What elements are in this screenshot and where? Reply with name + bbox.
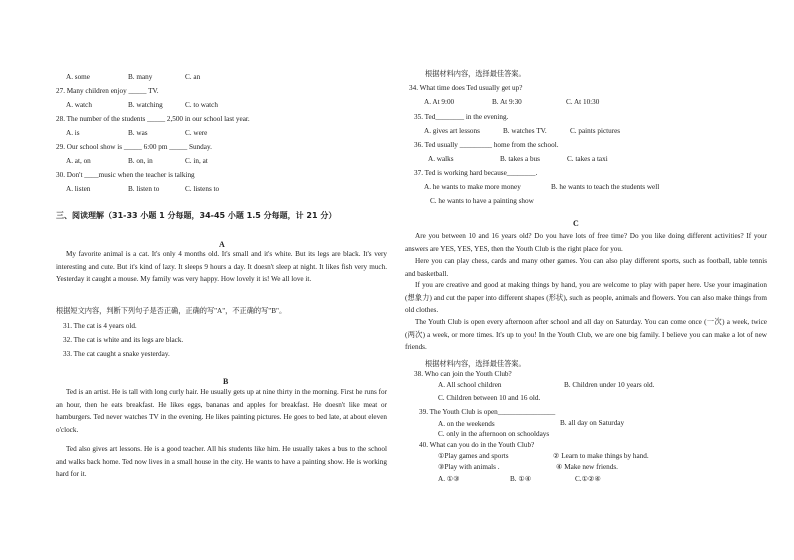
q35-stem: 35. Ted________ in the evening. [414, 113, 509, 121]
q36-option-c: C. takes a taxi [567, 155, 608, 163]
q26-option-c: C. an [185, 73, 201, 81]
q34-stem: 34. What time does Ted usually get up? [409, 84, 523, 92]
passage-b-para2: Ted also gives art lessons. He is a good teacher. All his students like him. He usually takes a bus to the school and walks back home. Ted now lives in a small house in the city. He wants to have a painting show. He is working hard for it. [56, 445, 387, 479]
q36-option-b: B. takes a bus [500, 155, 540, 163]
q36-option-a: A. walks [428, 155, 454, 163]
q28-option-b: B. was [128, 129, 148, 137]
q38-option-c: C. Children between 10 and 16 old. [438, 394, 541, 402]
q37-option-b: B. he wants to teach the students well [551, 183, 660, 191]
q38-option-b: B. Children under 10 years old. [564, 381, 655, 389]
q35-option-a: A. gives art lessons [424, 127, 480, 135]
q32: 32. The cat is white and its legs are black. [63, 336, 184, 344]
q40-item-3: ③Play with animals . [438, 463, 500, 471]
q34-option-a: A. At 9:00 [424, 98, 455, 106]
q28-option-c: C. were [185, 129, 208, 137]
q40-stem: 40. What can you do in the Youth Club? [419, 441, 535, 449]
q29-stem: 29. Our school show is _____ 6:00 pm _____ Sunday. [56, 143, 212, 151]
passage-c-para3: If you are creative and good at making things by hand, you are welcome to play with paper here. Use your imagination (想象力) and cut the paper into different shapes (形状), such as people, animals and flowers. You can also make things from old clothes. [405, 281, 767, 315]
q34-option-c: C. At 10:30 [566, 98, 600, 106]
q40-item-4: ④ Make new friends. [556, 463, 618, 471]
passage-a-title: A [219, 240, 225, 249]
q40-option-c: C.①②④ [575, 475, 601, 483]
q39-option-c: C. only in the afternoon on schooldays [438, 430, 550, 438]
q34-option-b: B. At 9:30 [492, 98, 522, 106]
q40-option-b: B. ①④ [510, 475, 532, 483]
q38-option-a: A. All school children [438, 381, 502, 389]
q37-option-c: C. he wants to have a painting show [430, 197, 534, 205]
q33: 33. The cat caught a snake yesterday. [63, 350, 170, 358]
q29-option-a: A. at, on [66, 157, 91, 165]
passage-c-para4: The Youth Club is open every afternoon after school and all day on Saturday. You can come once (一次) a week, twice (两次) a week, or more times. It's up to you! In the Youth Club, we are one big family. I believe you can make a lot of new friends. [405, 318, 767, 352]
q28-option-a: A. is [66, 129, 80, 137]
q36-stem: 36. Ted usually _________ home from the school. [414, 141, 559, 149]
passage-c-para1: Are you between 10 and 16 years old? Do you have lots of free time? Do you like doing different activities? If your answers are YES, YES, YES, then the Youth Club is the right place for you. [405, 232, 767, 253]
q30-option-a: A. listen [66, 185, 91, 193]
q39-stem: 39. The Youth Club is open________________ [419, 408, 556, 416]
passage-c-para2: Here you can play chess, cards and many other games. You can also play different sports, such as football, table tennis and basketball. [405, 257, 767, 278]
passage-b-para1: Ted is an artist. He is tall with long curly hair. He usually gets up at nine thirty in the morning. First he runs for an hour, then he eats breakfast. He likes eggs, bananas and apples for breakfast. He doesn't like meat or hamburgers. Ted never watches TV in the evening. He likes painting pictures. He goes to bed late, at about eleven o'clock. [56, 388, 387, 434]
q29-option-c: C. in, at [185, 157, 208, 165]
q30-option-b: B. listen to [128, 185, 160, 193]
q27-stem: 27. Many children enjoy _____ TV. [56, 87, 159, 95]
q27-option-c: C. to watch [185, 101, 218, 109]
q27-option-a: A. watch [66, 101, 92, 109]
q28-stem: 28. The number of the students _____ 2,500 in our school last year. [56, 115, 250, 123]
passage-c-title: C [573, 219, 579, 228]
q38-stem: 38. Who can join the Youth Club? [414, 370, 512, 378]
q37-stem: 37. Ted is working hard because________. [414, 169, 538, 177]
passage-a-instruction: 根据短文内容，判断下列句子是否正确，正确的写"A"，不正确的写"B"。 [56, 307, 287, 315]
q40-option-a: A. ①③ [438, 475, 460, 483]
passage-a-text: My favorite animal is a cat. It's only 4 months old. It's small and it's white. But its legs are black. It's very interesting and cute. But it's kind of lazy. It sleeps 9 hours a day. It doesn't sleep at night. It likes fish very much. Yesterday it caught a mouse. My family was very happy. How lovely it is! We all love it. [56, 250, 387, 284]
passage-b-title: B [223, 377, 229, 386]
q30-stem: 30. Don't ____music when the teacher is talking [56, 171, 195, 179]
q26-option-b: B. many [128, 73, 153, 81]
reading-section-heading: 三、阅读理解（31-33 小题 1 分每题，34-45 小题 1.5 分每题，计 21 分） [56, 211, 337, 220]
q39-option-a: A. on the weekends [438, 420, 495, 428]
q35-option-b: B. watches TV. [503, 127, 547, 135]
instruction-passage-c: 根据材料内容，选择最佳答案。 [425, 360, 526, 368]
q40-item-1: ①Play games and sports [438, 452, 509, 460]
q26-option-a: A. some [66, 73, 90, 81]
q31: 31. The cat is 4 years old. [63, 322, 137, 330]
q39-option-b: B. all day on Saturday [560, 419, 625, 427]
q37-option-a: A. he wants to make more money [424, 183, 521, 191]
q40-item-2: ② Learn to make things by hand. [553, 452, 649, 460]
q35-option-c: C. paints pictures [570, 127, 621, 135]
q27-option-b: B. watching [128, 101, 163, 109]
q29-option-b: B. on, in [128, 157, 153, 165]
instruction-passage-b: 根据材料内容，选择最佳答案。 [425, 70, 526, 78]
q30-option-c: C. listens to [185, 185, 220, 193]
